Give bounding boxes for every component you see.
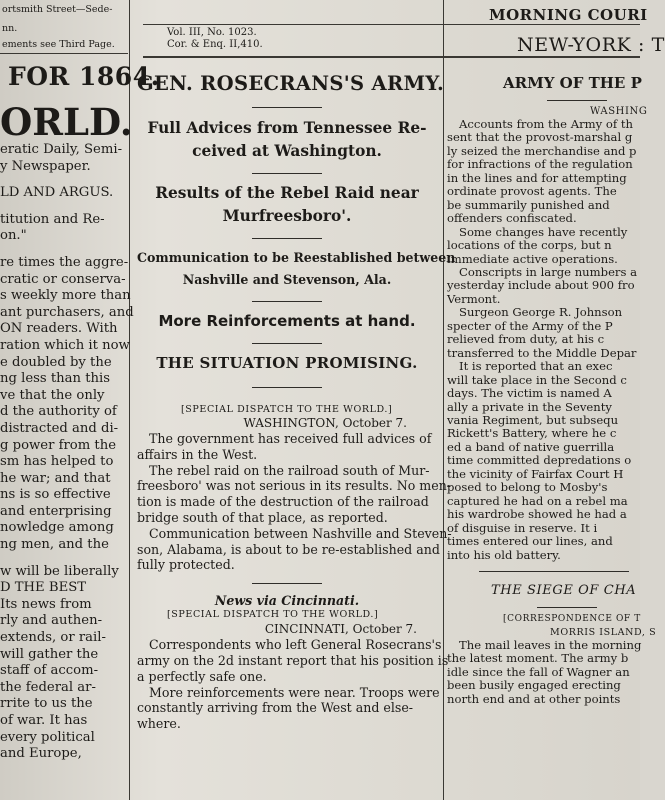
- left-column-line: the federal ar-: [0, 679, 96, 695]
- dateline-morris-island: MORRIS ISLAND, S: [550, 626, 657, 638]
- right-column-line: Accounts from the Army of th: [459, 117, 633, 131]
- subhead-communication: [137, 247, 456, 291]
- right-column-line: time committed depredations o: [447, 453, 632, 468]
- left-column-line: Its news from: [0, 596, 92, 612]
- dispatch-line: fully protected.: [137, 557, 235, 573]
- subhead-rule: [252, 301, 322, 302]
- left-column-line: rly and authen-: [0, 613, 103, 629]
- left-column-line: ON readers. With: [0, 321, 118, 337]
- masthead-rule-bottom: [143, 56, 640, 58]
- left-column-line: ns is so effective: [0, 487, 111, 503]
- dispatch-tag-cincinnati: [SPECIAL DISPATCH TO THE WORLD.]: [167, 609, 379, 621]
- subhead-raid-line-1: Results of the Rebel Raid near: [155, 184, 419, 202]
- dispatch-line: where.: [137, 716, 181, 732]
- right-column-line: offenders confiscated.: [447, 211, 577, 226]
- left-column-line: ve that the only: [0, 387, 105, 403]
- masthead-rule-top: [143, 24, 640, 25]
- left-column-line: staff of accom-: [0, 663, 99, 679]
- city-title: NEW-YORK : T: [517, 34, 665, 56]
- subhead-advices-line-1: Full Advices from Tennessee Re-: [147, 119, 427, 137]
- column-rule-right: [443, 0, 444, 800]
- paper-name: MORNING COURI: [489, 6, 648, 24]
- left-column-line: ng men, and the: [0, 537, 109, 553]
- dispatch-line: The rebel raid on the railroad south of Mur-: [149, 462, 430, 478]
- left-column-line: on.": [0, 228, 27, 244]
- left-column-line: e doubled by the: [0, 354, 112, 370]
- left-column-line: LD AND ARGUS.: [0, 185, 114, 201]
- dispatch-line: son, Alabama, is about to be re-established and: [137, 541, 440, 557]
- subhead-reinforcements: More Reinforcements at hand.: [158, 312, 416, 330]
- left-column-line: sm has helped to: [0, 454, 114, 470]
- dispatch-tag-washington: [SPECIAL DISPATCH TO THE WORLD.]: [181, 404, 393, 415]
- left-column-line: re times the aggre-: [0, 254, 129, 270]
- right-column-line: Surgeon George R. Johnson: [459, 305, 623, 320]
- dispatch-line: a perfectly safe one.: [137, 668, 267, 684]
- left-column-line: ration which it now: [0, 337, 130, 353]
- left-column-line: eratic Daily, Semi-: [0, 142, 123, 157]
- right-column-line: of disguise in reserve. It i: [447, 520, 598, 535]
- right-column-line: relieved from duty, at his c: [447, 332, 605, 347]
- subhead-rule: [252, 387, 322, 388]
- left-column-line: D THE BEST: [0, 580, 87, 596]
- right-column-line: times entered our lines, and: [447, 534, 613, 549]
- dispatch-line: affairs in the West.: [137, 446, 258, 462]
- subhead-situation: THE SITUATION PROMISING.: [156, 354, 418, 372]
- siege-body: [447, 639, 640, 706]
- masthead-left-line-1: ortsmith Street—Sede-: [2, 4, 113, 15]
- subhead-advices: [137, 117, 437, 163]
- left-column-line: d the authority of: [0, 404, 117, 420]
- right-column-line: days. The victim is named A: [447, 386, 612, 401]
- subhead-communication-line-2: Nashville and Stevenson, Ala.: [182, 272, 392, 287]
- news-via-cincinnati-head: News via Cincinnati.: [214, 593, 360, 609]
- left-column-line: ant purchasers, and: [0, 304, 134, 320]
- left-column-line: [0, 175, 128, 185]
- dateline-washington: WASHINGTON, October 7.: [243, 416, 407, 430]
- right-column-line: transferred to the Middle Depar: [447, 345, 637, 360]
- subhead-raid: [137, 182, 437, 228]
- left-column-line: he war; and that: [0, 470, 111, 486]
- left-column-line: [0, 554, 128, 564]
- right-column-line: immediate active operations.: [447, 251, 618, 266]
- right-column-line: his wardrobe showed he had a: [447, 507, 627, 522]
- right-column-line: ly seized the merchandise and p: [447, 143, 637, 158]
- right-column-line: ordinate provost agents. The: [447, 184, 617, 199]
- dispatch-line: Correspondents who left General Rosecrans's: [149, 637, 442, 653]
- right-column-line: north end and at other points: [447, 691, 621, 706]
- right-column: [447, 60, 657, 800]
- army-of-potomac-headline: ARMY OF THE P: [503, 74, 642, 92]
- left-column-line: [0, 245, 128, 255]
- circulation-number: Cor. & Enq. II,410.: [167, 39, 263, 50]
- volume-number: Vol. III, No. 1023.: [167, 27, 257, 38]
- right-column-line: be summarily punished and: [447, 197, 610, 212]
- section-ornament-rule: [479, 571, 629, 572]
- right-column-line: Conscripts in large numbers a: [459, 264, 638, 279]
- center-column: [137, 60, 456, 800]
- dispatch-line: More reinforcements were near. Troops were: [149, 684, 440, 700]
- dispatch-line: army on the 2d instant report that his position is: [137, 652, 449, 668]
- right-column-line: Rickett's Battery, where he c: [447, 426, 617, 441]
- dispatch-line: bridge south of that place, as reported.: [137, 509, 388, 525]
- right-column-line: specter of the Army of the P: [447, 318, 613, 333]
- right-column-line: the vicinity of Fairfax Court H: [447, 466, 624, 481]
- left-column-line: g power from the: [0, 437, 117, 453]
- right-column-line: yesterday include about 900 fro: [447, 278, 635, 293]
- subhead-rule: [252, 238, 322, 239]
- left-column-line: nowledge among: [0, 520, 114, 536]
- dispatch-cincinnati-body: [137, 637, 449, 732]
- dispatch-line: Communication between Nashville and Steven-: [149, 525, 452, 541]
- dispatch-line: freesboro' was not serious in its results. No men-: [137, 478, 452, 494]
- left-column-line: and enterprising: [0, 503, 112, 519]
- right-column-line: idle since the fall of Wagner an: [447, 664, 630, 679]
- army-of-potomac-body: [447, 118, 640, 562]
- masthead-left-line-3: ements see Third Page.: [2, 39, 115, 50]
- left-column-line: cratic or conserva-: [0, 271, 126, 287]
- right-column-line: will take place in the Second c: [447, 372, 627, 387]
- left-column-line: will gather the: [0, 646, 99, 662]
- right-column-line: The mail leaves in the morning: [459, 637, 642, 652]
- left-column-line: rrite to us the: [0, 696, 93, 712]
- right-headline-rule: [547, 100, 607, 101]
- right-column-line: Some changes have recently: [459, 224, 628, 239]
- main-headline: GEN. ROSECRANS'S ARMY.: [137, 72, 445, 95]
- dateline-washington-right: WASHING: [590, 106, 648, 117]
- right-column-line: posed to belong to Mosby's: [447, 480, 608, 495]
- right-column-line: Vermont.: [447, 291, 501, 306]
- world-headline: ORLD.: [0, 100, 133, 144]
- right-column-line: the latest moment. The army b: [447, 651, 629, 666]
- subhead-rule: [252, 343, 322, 344]
- left-column-line: ng less than this: [0, 371, 110, 387]
- left-column-line: titution and Re-: [0, 211, 105, 227]
- right-column-line: ed a band of native guerrilla: [447, 439, 615, 454]
- right-column-line: been busily engaged erecting: [447, 678, 621, 693]
- subhead-advices-line-2: ceived at Washington.: [192, 142, 382, 160]
- right-column-line: ally a private in the Seventy: [447, 399, 612, 414]
- left-column-line: y Newspaper.: [0, 158, 91, 174]
- right-column-line: in the lines and for attempting: [447, 170, 627, 185]
- left-column-line: [0, 202, 128, 212]
- left-column-line: w will be liberally: [0, 563, 119, 579]
- right-column-line: locations of the corps, but n: [447, 238, 612, 253]
- right-column-line: captured he had on a rebel ma: [447, 493, 628, 508]
- dispatch-line: tion is made of the destruction of the railroad: [137, 494, 429, 510]
- siege-rule: [537, 607, 597, 608]
- dispatch-line: The government has received full advices of: [149, 431, 432, 446]
- left-column-line: and Europe,: [0, 746, 82, 762]
- right-column-line: into his old battery.: [447, 547, 561, 562]
- subhead-communication-line-1: Communication to be Reestablished between: [137, 250, 456, 265]
- year-headline: FOR 1864.: [8, 62, 160, 91]
- right-column-line: for infractions of the regulation: [447, 157, 633, 172]
- right-column-line: sent that the provost-marshal g: [447, 130, 633, 145]
- masthead-left-line-2: nn.: [2, 23, 18, 34]
- headline-rule: [252, 107, 322, 108]
- subhead-rule: [252, 173, 322, 174]
- left-column-line: extends, or rail-: [0, 630, 106, 646]
- right-column-line: vania Regiment, but subsequ: [447, 412, 619, 427]
- section-rule: [252, 583, 322, 584]
- left-column-line: distracted and di-: [0, 420, 119, 436]
- siege-headline: THE SIEGE OF CHA: [491, 582, 637, 598]
- left-column-line: every political: [0, 729, 95, 745]
- left-column-text: [0, 142, 134, 763]
- subhead-raid-line-2: Murfreesboro'.: [222, 207, 352, 225]
- dateline-cincinnati: CINCINNATI, October 7.: [264, 622, 417, 637]
- left-column-line: of war. It has: [0, 713, 88, 728]
- correspondence-tag: [CORRESPONDENCE OF T: [503, 613, 641, 624]
- dispatch-washington-body: [137, 431, 452, 573]
- left-column-line: s weekly more than: [0, 288, 131, 304]
- dispatch-line: constantly arriving from the West and else-: [137, 700, 414, 716]
- right-column-line: It is reported that an exec: [459, 359, 613, 374]
